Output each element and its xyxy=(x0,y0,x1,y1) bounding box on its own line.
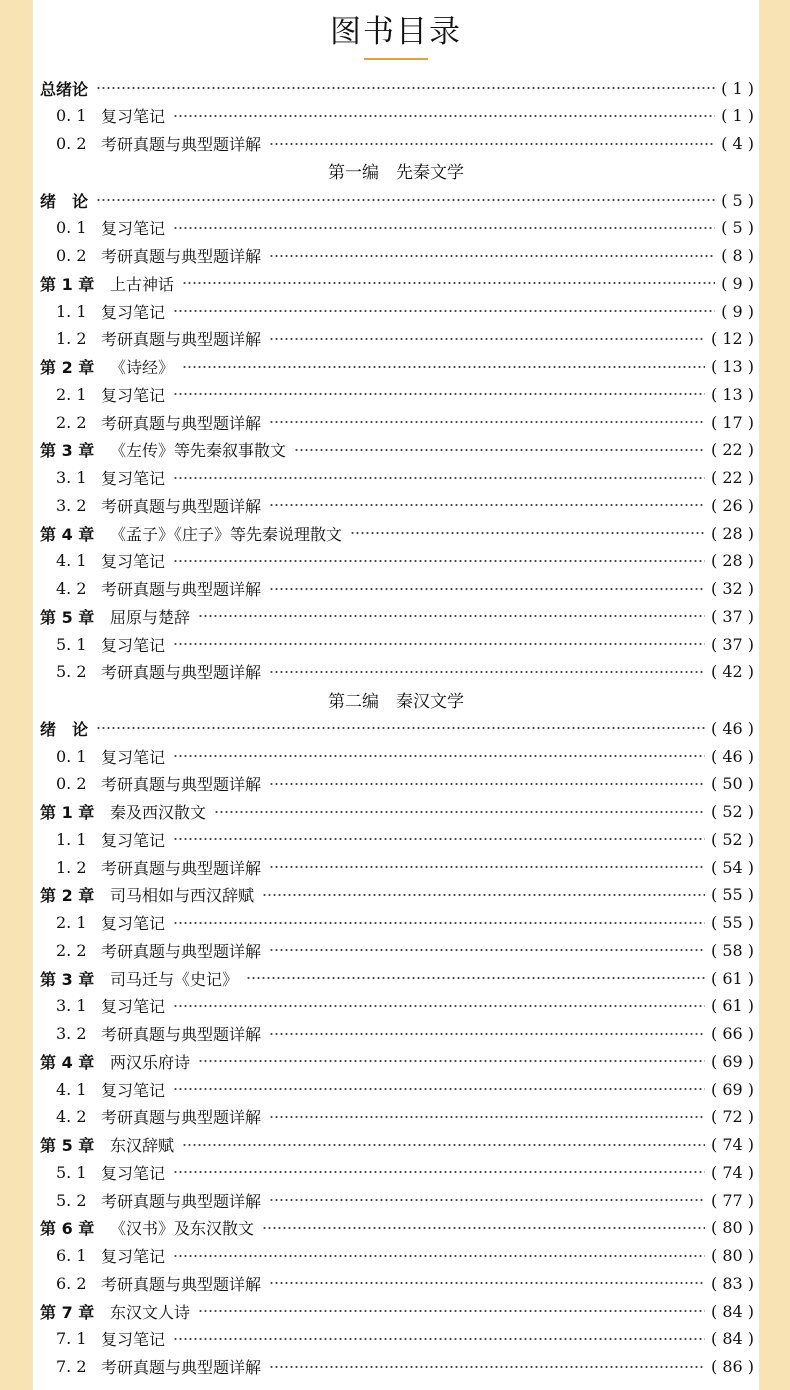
dot-leader xyxy=(182,279,715,287)
toc-entry-number: 第 1 章 xyxy=(40,803,95,822)
toc-page-number: ( 83 ) xyxy=(710,1273,754,1293)
toc-entry-title: 东汉辞赋 xyxy=(110,1136,175,1155)
dot-leader xyxy=(269,1363,705,1371)
toc-entry-number: 1. 1 xyxy=(56,301,87,321)
toc-page-number: ( 32 ) xyxy=(710,579,754,598)
toc-entry-title: 考研真题与典型题详解 xyxy=(101,1358,262,1377)
dot-leader xyxy=(269,140,715,148)
toc-section-row[interactable] xyxy=(33,243,759,269)
toc-page-number: ( 55 ) xyxy=(710,885,754,905)
toc-entry-number: 1. 2 xyxy=(56,857,87,877)
dot-leader xyxy=(269,946,705,954)
toc-page-number: ( 26 ) xyxy=(710,495,754,515)
toc-page-number: ( 61 ) xyxy=(710,968,754,988)
dot-leader xyxy=(182,363,705,371)
toc-entry-title: 复习笔记 xyxy=(101,552,166,572)
toc-chapter-row[interactable] xyxy=(33,1048,759,1074)
toc-entry-title: 复习笔记 xyxy=(101,635,166,655)
toc-page-number: ( 61 ) xyxy=(710,996,754,1016)
table-of-contents xyxy=(33,0,759,1390)
toc-page-number: ( 50 ) xyxy=(710,774,754,794)
toc-entry-title: 复习笔记 xyxy=(101,747,166,767)
toc-entry-title: 《诗经》 xyxy=(110,358,175,377)
toc-page-number: ( 84 ) xyxy=(710,1301,754,1321)
toc-page-number: ( 13 ) xyxy=(710,357,754,376)
toc-section-row[interactable] xyxy=(33,576,759,602)
toc-chapter-row[interactable] xyxy=(33,520,759,546)
dot-leader xyxy=(269,1030,705,1038)
toc-chapter-row[interactable] xyxy=(33,437,759,463)
toc-entry-title: 考研真题与典型题详解 xyxy=(101,1274,262,1294)
toc-entry-number: 第 7 章 xyxy=(40,1302,95,1322)
toc-page-number: ( 77 ) xyxy=(710,1190,754,1210)
toc-entry-number: 0. 1 xyxy=(56,106,87,126)
toc-entry-number: 第 6 章 xyxy=(40,1219,95,1239)
toc-entry-number: 0. 1 xyxy=(56,746,87,766)
toc-section-row[interactable] xyxy=(33,492,759,518)
toc-section-row[interactable] xyxy=(33,465,759,491)
toc-entry-number: 第 2 章 xyxy=(40,358,95,377)
toc-entry-number: 第 1 章 xyxy=(40,274,95,294)
toc-chapter-row[interactable] xyxy=(33,1132,759,1158)
toc-entry-number: 7. 2 xyxy=(56,1357,87,1376)
toc-entry-title: 司马相如与西汉辞赋 xyxy=(110,886,255,906)
toc-entry-number: 第 4 章 xyxy=(40,1052,95,1072)
toc-chapter-row[interactable] xyxy=(33,799,759,825)
toc-entry-title: 《汉书》及东汉散文 xyxy=(110,1219,255,1239)
dot-leader xyxy=(173,1168,705,1176)
part-heading: 第一编 先秦文学 xyxy=(328,163,464,184)
toc-section-row[interactable] xyxy=(33,298,759,324)
toc-entry-number: 5. 2 xyxy=(56,662,87,682)
dot-leader xyxy=(96,724,705,732)
toc-page-number: ( 86 ) xyxy=(710,1357,754,1376)
toc-entry-title: 考研真题与典型题详解 xyxy=(101,663,262,683)
toc-entry-number: 0. 2 xyxy=(56,774,87,794)
dot-leader xyxy=(173,1085,705,1093)
toc-section-row[interactable] xyxy=(33,1326,759,1352)
toc-section-row[interactable] xyxy=(33,743,759,769)
toc-entry-title: 东汉文人诗 xyxy=(110,1302,191,1322)
toc-entry-number: 5. 1 xyxy=(56,1162,87,1182)
dot-leader xyxy=(269,585,705,593)
toc-section-row[interactable] xyxy=(33,548,759,574)
toc-section-row[interactable] xyxy=(33,215,759,241)
toc-entry-title: 考研真题与典型题详解 xyxy=(101,247,262,266)
toc-entry-number: 6. 2 xyxy=(56,1273,87,1293)
toc-entry-number: 4. 1 xyxy=(56,551,87,571)
dot-leader xyxy=(214,808,705,816)
toc-entry-number: 5. 2 xyxy=(56,1190,87,1210)
dot-leader xyxy=(173,474,705,482)
toc-page-number: ( 28 ) xyxy=(710,551,754,571)
dot-leader xyxy=(269,1279,705,1287)
dot-leader xyxy=(269,335,705,343)
toc-page-number: ( 69 ) xyxy=(710,1079,754,1099)
toc-entry-number: 6. 1 xyxy=(56,1246,87,1265)
dot-leader xyxy=(269,863,705,871)
toc-page-number: ( 9 ) xyxy=(721,273,754,293)
toc-section-row[interactable] xyxy=(33,381,759,407)
toc-entry-number: 2. 1 xyxy=(56,384,87,404)
toc-entry-title: 复习笔记 xyxy=(101,302,166,322)
toc-section-row[interactable] xyxy=(33,771,759,797)
toc-page-number: ( 46 ) xyxy=(710,746,754,766)
toc-entry-title: 考研真题与典型题详解 xyxy=(101,330,262,350)
toc-entry-number: 3. 2 xyxy=(56,1024,87,1043)
dot-leader xyxy=(350,529,705,537)
toc-entry-number: 3. 1 xyxy=(56,996,87,1016)
toc-entry-number: 0. 1 xyxy=(56,218,87,238)
toc-entry-title: 总绪论 xyxy=(40,79,89,99)
toc-page-number: ( 1 ) xyxy=(721,78,754,98)
part-heading: 第二编 秦汉文学 xyxy=(328,691,464,712)
toc-page-number: ( 37 ) xyxy=(710,634,754,654)
toc-entry-title: 《左传》等先秦叙事散文 xyxy=(110,441,287,461)
toc-entry-title: 复习笔记 xyxy=(101,914,166,933)
toc-chapter-row[interactable] xyxy=(33,270,759,296)
toc-entry-title: 考研真题与典型题详解 xyxy=(101,1025,262,1044)
dot-leader xyxy=(173,919,705,927)
dot-leader xyxy=(173,307,715,315)
toc-section-row[interactable] xyxy=(33,1076,759,1102)
toc-page xyxy=(33,0,759,1390)
toc-page-number: ( 5 ) xyxy=(721,218,754,238)
toc-chapter-row[interactable] xyxy=(33,603,759,629)
toc-page-number: ( 1 ) xyxy=(721,106,754,126)
dot-leader xyxy=(173,640,705,648)
toc-entry-title: 复习笔记 xyxy=(101,469,166,488)
toc-entry-title: 考研真题与典型题详解 xyxy=(101,413,262,433)
toc-entry-title: 复习笔记 xyxy=(101,997,166,1017)
toc-entry-number: 1. 2 xyxy=(56,329,87,349)
dot-leader xyxy=(262,891,705,899)
toc-entry-number: 5. 1 xyxy=(56,634,87,654)
toc-entry-number: 0. 2 xyxy=(56,246,87,265)
toc-page-number: ( 4 ) xyxy=(721,134,754,153)
toc-page-number: ( 17 ) xyxy=(710,412,754,432)
toc-page-number: ( 37 ) xyxy=(710,606,754,626)
toc-chapter-row[interactable] xyxy=(33,882,759,908)
page-title: 图书目录 xyxy=(330,14,462,50)
dot-leader xyxy=(173,1335,705,1343)
toc-page-number: ( 22 ) xyxy=(710,440,754,460)
dot-leader xyxy=(198,1057,705,1065)
toc-entry-title: 两汉乐府诗 xyxy=(110,1052,191,1072)
toc-section-row[interactable] xyxy=(33,1354,759,1380)
toc-section-row[interactable] xyxy=(33,1187,759,1213)
toc-entry-number: 第 3 章 xyxy=(40,969,95,989)
toc-section-row[interactable] xyxy=(33,1243,759,1269)
toc-section-row[interactable] xyxy=(33,659,759,685)
toc-entry-title: 复习笔记 xyxy=(101,107,166,127)
toc-page-number: ( 28 ) xyxy=(710,523,754,543)
toc-entry-title: 司马迁与《史记》 xyxy=(110,969,239,989)
dot-leader xyxy=(173,557,705,565)
dot-leader xyxy=(262,1224,705,1232)
toc-entry-title: 考研真题与典型题详解 xyxy=(101,135,262,154)
toc-page-number: ( 52 ) xyxy=(710,802,754,821)
toc-entry-title: 秦及西汉散文 xyxy=(110,803,207,822)
dot-leader xyxy=(182,1141,705,1149)
toc-entry-number: 第 2 章 xyxy=(40,886,95,906)
toc-entry-number: 2. 1 xyxy=(56,913,87,932)
toc-section-row[interactable] xyxy=(33,937,759,963)
toc-section-row[interactable] xyxy=(33,1104,759,1130)
dot-leader xyxy=(246,974,705,982)
toc-section-row[interactable] xyxy=(33,1159,759,1185)
dot-leader xyxy=(269,668,705,676)
toc-entry-number: 3. 2 xyxy=(56,495,87,515)
toc-page-number: ( 5 ) xyxy=(721,190,754,210)
toc-page-number: ( 66 ) xyxy=(710,1024,754,1043)
toc-page-number: ( 80 ) xyxy=(710,1246,754,1265)
toc-top-row[interactable] xyxy=(33,715,759,741)
toc-chapter-row[interactable] xyxy=(33,1298,759,1324)
toc-entry-title: 复习笔记 xyxy=(101,1330,166,1350)
toc-section-row[interactable] xyxy=(33,326,759,352)
toc-entry-title: 复习笔记 xyxy=(101,219,166,239)
toc-entry-number: 2. 2 xyxy=(56,412,87,432)
toc-entry-title: 考研真题与典型题详解 xyxy=(101,775,262,795)
dot-leader xyxy=(269,252,715,260)
toc-entry-number: 4. 1 xyxy=(56,1079,87,1099)
toc-entry-number: 3. 1 xyxy=(56,468,87,487)
toc-entry-number: 4. 2 xyxy=(56,579,87,598)
dot-leader xyxy=(96,196,715,204)
toc-entry-number: 第 5 章 xyxy=(40,1136,95,1155)
dot-leader xyxy=(173,752,705,760)
dot-leader xyxy=(198,612,705,620)
toc-page-number: ( 69 ) xyxy=(710,1051,754,1071)
toc-page-number: ( 55 ) xyxy=(710,913,754,932)
toc-entry-title: 考研真题与典型题详解 xyxy=(101,1191,262,1211)
toc-section-row[interactable] xyxy=(33,1021,759,1047)
toc-page-number: ( 12 ) xyxy=(710,329,754,349)
toc-entry-title: 考研真题与典型题详解 xyxy=(101,496,262,516)
dot-leader xyxy=(269,501,705,509)
dot-leader xyxy=(269,780,705,788)
toc-entry-title: 复习笔记 xyxy=(101,1080,166,1100)
toc-section-row[interactable] xyxy=(33,993,759,1019)
toc-page-number: ( 46 ) xyxy=(710,718,754,738)
dot-leader xyxy=(294,446,705,454)
toc-entry-number: 7. 1 xyxy=(56,1329,87,1349)
toc-entry-title: 考研真题与典型题详解 xyxy=(101,580,262,599)
dot-leader xyxy=(173,390,705,398)
toc-top-row[interactable] xyxy=(33,75,759,101)
toc-entry-title: 考研真题与典型题详解 xyxy=(101,941,262,961)
toc-entry-title: 上古神话 xyxy=(110,274,175,294)
toc-entry-number: 2. 2 xyxy=(56,940,87,960)
toc-section-row[interactable] xyxy=(33,409,759,435)
toc-page-number: ( 42 ) xyxy=(710,662,754,682)
dot-leader xyxy=(96,84,715,92)
toc-chapter-row[interactable] xyxy=(33,354,759,380)
toc-section-row[interactable] xyxy=(33,631,759,657)
dot-leader xyxy=(269,1113,705,1121)
toc-entry-number: 4. 2 xyxy=(56,1107,87,1127)
dot-leader xyxy=(173,835,705,843)
toc-page-number: ( 58 ) xyxy=(710,940,754,960)
toc-page-number: ( 74 ) xyxy=(710,1162,754,1182)
toc-entry-title: 绪 论 xyxy=(40,719,89,739)
toc-entry-number: 1. 1 xyxy=(56,829,87,849)
toc-section-row[interactable] xyxy=(33,910,759,936)
dot-leader xyxy=(173,112,715,120)
toc-page-number: ( 9 ) xyxy=(721,301,754,321)
toc-entry-number: 第 3 章 xyxy=(40,441,95,461)
toc-section-row[interactable] xyxy=(33,854,759,880)
toc-page-number: ( 13 ) xyxy=(710,384,754,404)
toc-page-number: ( 52 ) xyxy=(710,829,754,849)
toc-section-row[interactable] xyxy=(33,103,759,129)
toc-page-number: ( 74 ) xyxy=(710,1135,754,1154)
dot-leader xyxy=(173,224,715,232)
toc-top-row[interactable] xyxy=(33,187,759,213)
toc-entry-number: 0. 2 xyxy=(56,134,87,153)
toc-section-row[interactable] xyxy=(33,131,759,157)
toc-entry-number: 第 4 章 xyxy=(40,524,95,544)
toc-section-row[interactable] xyxy=(33,826,759,852)
toc-page-number: ( 72 ) xyxy=(710,1107,754,1127)
toc-entry-title: 屈原与楚辞 xyxy=(110,607,191,627)
dot-leader xyxy=(269,418,705,426)
toc-page-number: ( 84 ) xyxy=(710,1329,754,1349)
toc-chapter-row[interactable] xyxy=(33,965,759,991)
dot-leader xyxy=(198,1307,705,1315)
toc-entry-title: 复习笔记 xyxy=(101,1247,166,1266)
toc-section-row[interactable] xyxy=(33,1270,759,1296)
toc-entry-title: 绪 论 xyxy=(40,191,89,211)
toc-entry-title: 考研真题与典型题详解 xyxy=(101,1108,262,1128)
toc-entry-title: 考研真题与典型题详解 xyxy=(101,858,262,878)
toc-page-number: ( 22 ) xyxy=(710,468,754,487)
toc-page-number: ( 8 ) xyxy=(721,246,754,265)
toc-page-number: ( 54 ) xyxy=(710,857,754,877)
toc-entry-title: 复习笔记 xyxy=(101,1163,166,1183)
toc-entry-title: 复习笔记 xyxy=(101,830,166,850)
dot-leader xyxy=(269,1196,705,1204)
toc-page-number: ( 80 ) xyxy=(710,1218,754,1238)
toc-entry-number: 第 5 章 xyxy=(40,607,95,627)
toc-chapter-row[interactable] xyxy=(33,1215,759,1241)
toc-entry-title: 复习笔记 xyxy=(101,385,166,405)
dot-leader xyxy=(173,1252,705,1260)
toc-entry-title: 《孟子》《庄子》等先秦说理散文 xyxy=(110,524,343,544)
dot-leader xyxy=(173,1002,705,1010)
